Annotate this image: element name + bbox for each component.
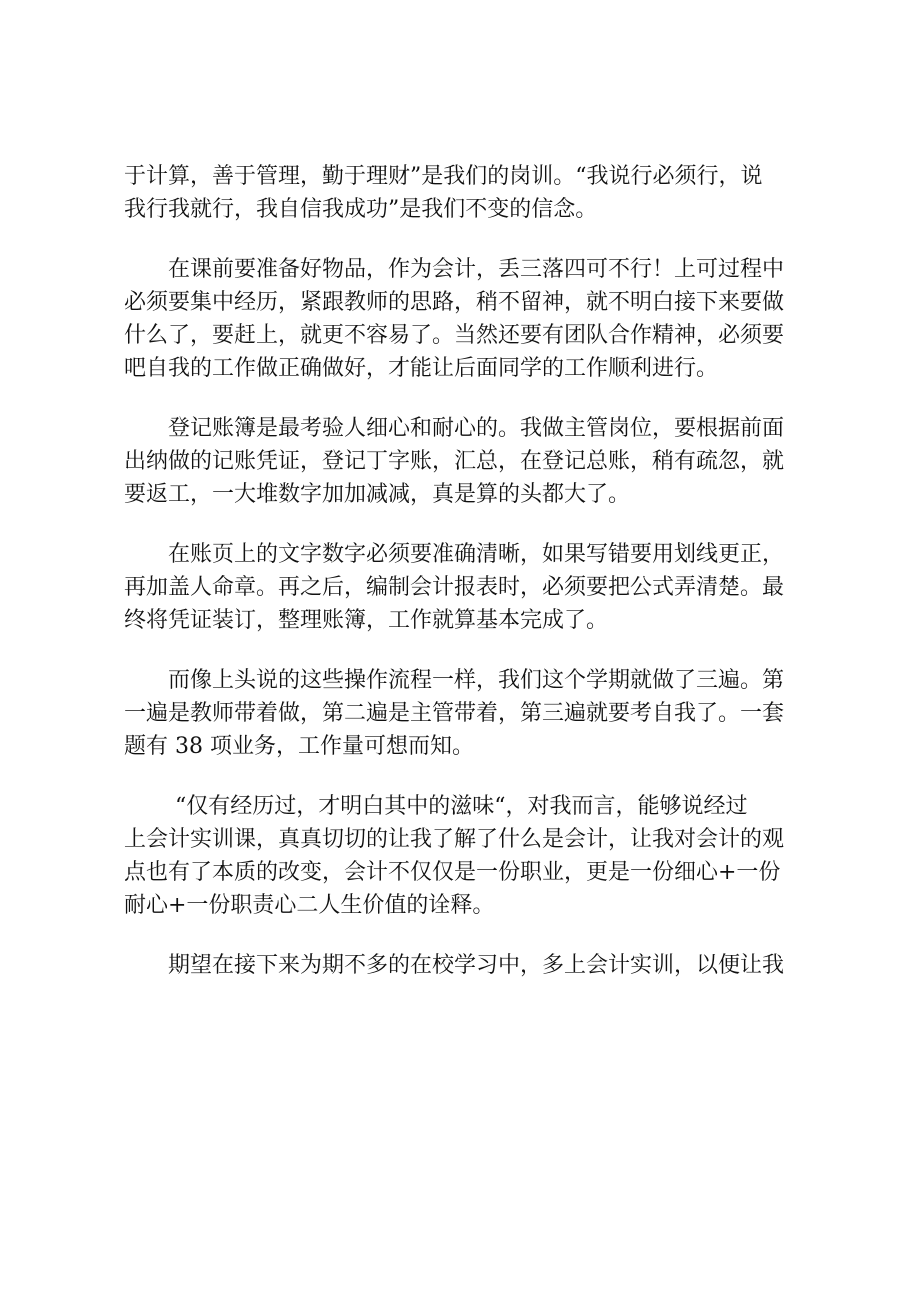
paragraph [124,253,824,385]
document-body [124,160,824,982]
text-line: 而像上头说的这些操作流程一样，我们这个学期就做了三遍。第 [124,668,785,693]
text-line: 在账页上的文字数字必须要准确清晰，如果写错要用划线更正， [124,542,785,567]
text-line: 吧自我的工作做正确做好，才能让后面同学的工作顺利进行。 [124,356,719,381]
text-line: 点也有了本质的改变，会计不仅仅是一份职业，更是一份细心+一份 [124,860,781,885]
text-line: 期望在接下来为期不多的在校学习中，多上会计实训，以便让我 [124,953,785,978]
paragraph [124,790,824,922]
paragraph [124,538,824,637]
text-line: 出纳做的记账凭证，登记丁字账，汇总，在登记总账，稍有疏忽，就 [124,449,785,474]
text-line: 一遍是教师带着做，第二遍是主管带着，第三遍就要考自我了。一套 [124,701,785,726]
text-line: 我行我就行，我自信我成功”是我们不变的信念。 [124,197,598,222]
text-line: 耐心+一份职责心二人生价值的诠释。 [124,893,495,918]
text-line: 于计算，善于管理，勤于理财”是我们的岗训。“我说行必须行，说 [124,164,763,189]
paragraph [124,664,824,763]
text-line: 登记账簿是最考验人细心和耐心的。我做主管岗位，要根据前面 [124,416,785,441]
paragraph [124,160,824,226]
text-line: 要返工，一大堆数字加加减减，真是算的头都大了。 [124,482,631,507]
text-line: 什么了，要赶上，就更不容易了。当然还要有团队合作精神，必须要 [124,323,785,348]
text-line: 在课前要准备好物品，作为会计，丢三落四可不行！上可过程中 [124,257,785,282]
paragraph [124,412,824,511]
text-line: 必须要集中经历，紧跟教师的思路，稍不留神，就不明白接下来要做 [124,290,785,315]
text-line: 题有 38 项业务，工作量可想而知。 [124,734,474,759]
text-line: 终将凭证装订，整理账簿，工作就算基本完成了。 [124,608,609,633]
paragraph [124,949,824,982]
text-line: “仅有经历过，才明白其中的滋味“，对我而言，能够说经过 [124,794,748,819]
text-line: 上会计实训课，真真切切的让我了解了什么是会计，让我对会计的观 [124,827,785,852]
text-line: 再加盖人命章。再之后，编制会计报表时，必须要把公式弄清楚。最 [124,575,785,600]
